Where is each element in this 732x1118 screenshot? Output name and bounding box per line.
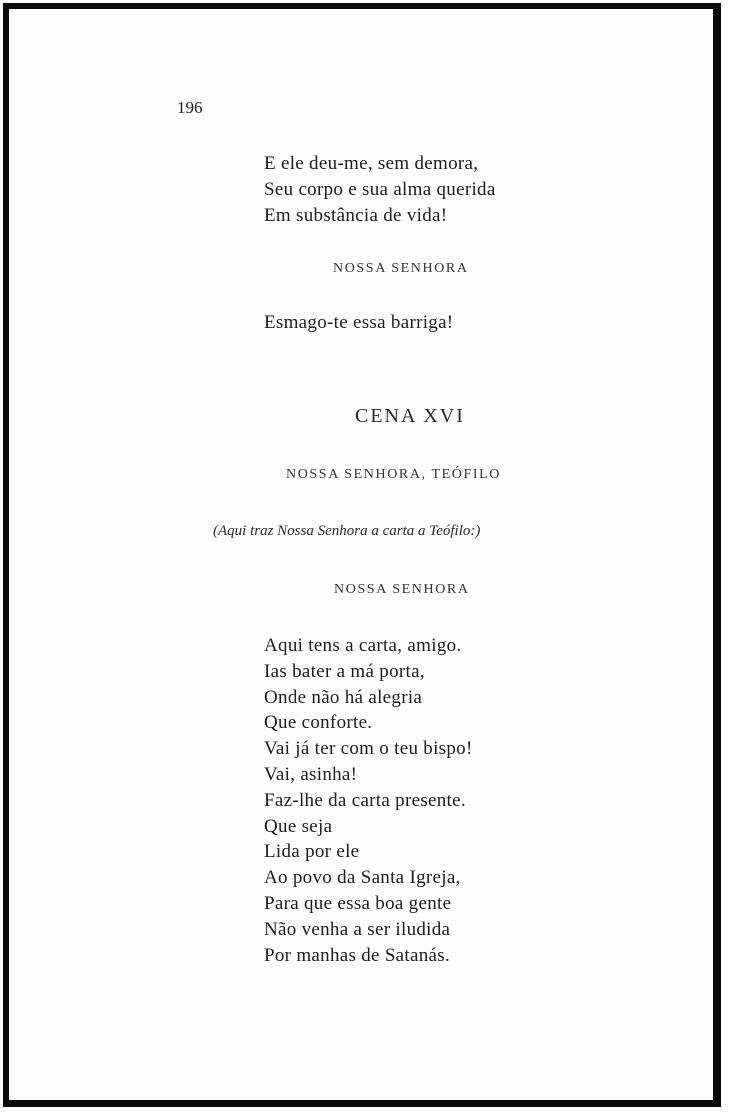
verse-line: Ao povo da Santa Igreja, xyxy=(264,867,461,889)
verse-line: E ele deu-me, sem demora, xyxy=(264,153,479,174)
verse-line: Vai, asinha! xyxy=(264,763,358,785)
speaker-heading: NOSSA SENHORA xyxy=(333,261,469,276)
verse-line: Não venha a ser iludida xyxy=(264,918,451,940)
verse-line: Vai já ter com o teu bispo! xyxy=(264,738,473,760)
stage-direction: (Aqui traz Nossa Senhora a carta a Teófilo:) xyxy=(213,523,481,539)
verse-line: Aqui tens a carta, amigo. xyxy=(264,635,462,656)
verse-line: Por manhas de Satanás. xyxy=(264,944,451,966)
verse-line: Esmago-te essa barriga! xyxy=(264,312,454,333)
scene-title: CENA XVI xyxy=(355,405,465,427)
verse-line: Faz-lhe da carta presente. xyxy=(264,789,466,811)
verse-line: Para que essa boa gente xyxy=(264,892,452,914)
page xyxy=(3,3,721,1107)
verse-line: Lida por ele xyxy=(264,841,360,863)
stanza-1 xyxy=(264,151,496,229)
verse-line: Onde não há alegria xyxy=(264,686,423,708)
verse-line: Seu corpo e sua alma querida xyxy=(264,179,496,200)
verse-line: Que conforte. xyxy=(264,712,373,734)
speaker-heading: NOSSA SENHORA xyxy=(334,582,470,597)
character-list: NOSSA SENHORA, TEÓFILO xyxy=(286,467,502,482)
verse-line: Ias bater a má porta, xyxy=(264,660,425,682)
page-number: 196 xyxy=(177,98,203,117)
verse-line: Que seja xyxy=(264,815,333,837)
verse-line: Em substância de vida! xyxy=(264,205,448,226)
stanza-2 xyxy=(264,633,473,968)
